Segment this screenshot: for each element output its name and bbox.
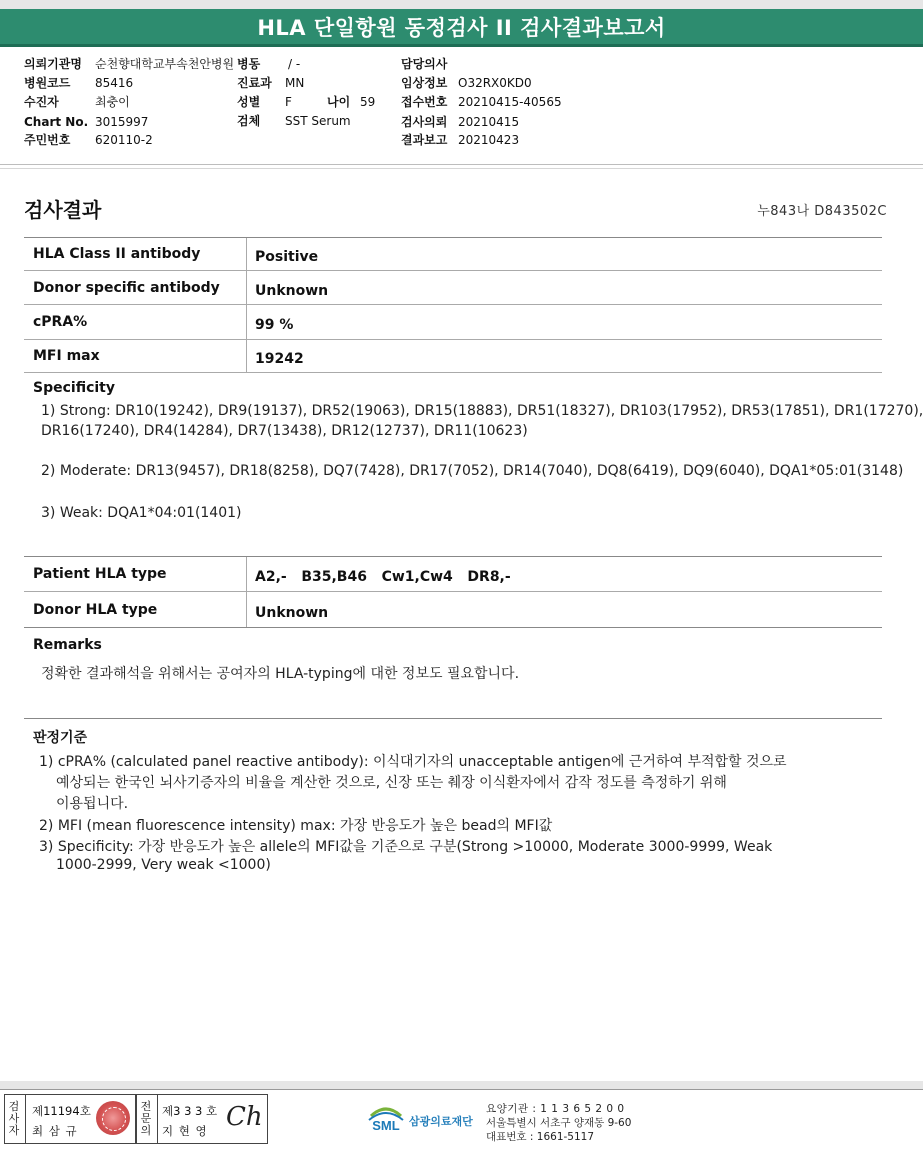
criteria-line: 이용됩니다. <box>56 796 129 812</box>
report-date-label: 결과보고 <box>401 133 448 147</box>
row-label: cPRA% <box>24 305 247 339</box>
row-value: Positive <box>255 249 319 265</box>
results-section-title: 검사결과 <box>24 198 102 222</box>
row-value: 99 % <box>255 317 294 333</box>
ward-label: 병동 <box>237 57 261 71</box>
id-no-label: 주민번호 <box>24 133 71 147</box>
row-label: Patient HLA type <box>24 557 247 591</box>
report-title: HLA 단일항원 동정검사 II 검사결과보고서 <box>257 15 666 40</box>
criteria-line: 1000-2999, Very weak <1000) <box>56 857 271 873</box>
header-divider-2 <box>0 168 923 169</box>
ward-value: / - <box>288 57 301 71</box>
sml-logo-icon <box>367 1102 405 1132</box>
hla-table <box>24 556 882 628</box>
inspector-label: 검사자 <box>8 1100 20 1137</box>
sample-id: 누843나 D843502C <box>757 204 887 219</box>
lab-phone: 대표번호 : 1661-5117 <box>486 1131 595 1143</box>
request-date-value: 20210415 <box>458 115 520 129</box>
specialist-license: 제3 3 3 호 <box>162 1104 218 1118</box>
table-row <box>24 592 882 628</box>
request-date-label: 검사의뢰 <box>401 115 448 129</box>
table-row <box>24 238 882 271</box>
chart-no-label: Chart No. <box>24 115 89 129</box>
row-value: 19242 <box>255 351 304 367</box>
clinical-info-value: O32RX0KD0 <box>458 76 532 90</box>
doctor-label: 담당의사 <box>401 57 448 71</box>
row-label: MFI max <box>24 340 247 372</box>
specificity-line: 3) Weak: DQA1*04:01(1401) <box>41 505 242 521</box>
footer-divider <box>0 1089 923 1090</box>
id-no-value: 620110-2 <box>95 133 153 147</box>
institution-label: 의뢰기관명 <box>24 57 82 71</box>
stamp-divider <box>157 1095 158 1143</box>
specialist-label: 전문의 <box>140 1100 152 1137</box>
lab-name: 삼광의료재단 <box>409 1115 473 1128</box>
results-table <box>24 237 882 373</box>
patient-value: 최충이 <box>95 95 130 109</box>
lab-address: 서울특별시 서초구 양재동 9-60 <box>486 1117 632 1129</box>
row-value: A2,- B35,B46 Cw1,Cw4 DR8,- <box>255 569 511 585</box>
dept-label: 진료과 <box>237 76 272 90</box>
row-value: Unknown <box>255 282 329 299</box>
specimen-value: SST Serum <box>285 114 351 128</box>
age-label: 나이 <box>327 95 351 109</box>
table-row <box>24 340 882 373</box>
footer-strip <box>0 1081 923 1089</box>
receipt-no-label: 접수번호 <box>401 95 448 109</box>
remarks-text: 정확한 결과해석을 위해서는 공여자의 HLA-typing에 대한 정보도 필요합니다. <box>41 666 520 682</box>
table-row <box>24 305 882 340</box>
sex-value: F <box>285 95 292 109</box>
table-row <box>24 557 882 592</box>
row-value: Unknown <box>255 604 329 621</box>
top-strip <box>0 0 923 9</box>
lab-code: 요양기관 : 1 1 3 6 5 2 0 0 <box>486 1103 625 1115</box>
header-divider <box>0 164 923 165</box>
criteria-line: 2) MFI (mean fluorescence intensity) max: 가장 반응도가 높은 bead의 MFI값 <box>39 818 553 834</box>
signature: Ch <box>226 1102 263 1132</box>
report-title-bar <box>0 9 923 47</box>
age-value: 59 <box>360 95 376 109</box>
specimen-label: 검체 <box>237 114 261 128</box>
specificity-title: Specificity <box>33 380 115 396</box>
criteria-line: 예상되는 한국인 뇌사기증자의 비율을 계산한 것으로, 신장 또는 췌장 이식환자에서 감작 정도를 측정하기 위해 <box>56 775 727 791</box>
table-row <box>24 271 882 305</box>
row-label: Donor HLA type <box>24 592 247 627</box>
hospital-code-label: 병원코드 <box>24 76 71 90</box>
criteria-line: 1) cPRA% (calculated panel reactive antibody): 이식대기자의 unacceptable antigen에 근거하여 부적합할 것으로 <box>39 754 787 770</box>
institution-value: 순천향대학교부속천안병원 <box>95 57 235 71</box>
seal-stamp <box>96 1101 130 1135</box>
stamp-divider <box>25 1095 26 1143</box>
chart-no-value: 3015997 <box>95 115 149 129</box>
criteria-line: 3) Specificity: 가장 반응도가 높은 allele의 MFI값을 기준으로 구분(Strong >10000, Moderate 3000-9999, Weak <box>39 839 773 855</box>
dept-value: MN <box>285 76 305 90</box>
sml-logo-text: SML <box>372 1118 400 1132</box>
criteria-title: 판정기준 <box>33 730 88 746</box>
clinical-info-label: 임상정보 <box>401 76 448 90</box>
inspector-name: 최 삼 규 <box>32 1124 78 1138</box>
specificity-line: 2) Moderate: DR13(9457), DR18(8258), DQ7(7428), DR17(7052), DR14(7040), DQ8(6419), DQ9(6040), DQA1*05:01(3148) <box>41 463 904 479</box>
hospital-code-value: 85416 <box>95 76 134 90</box>
specialist-name: 지 현 영 <box>162 1124 208 1138</box>
row-label: Donor specific antibody <box>24 271 247 304</box>
inspector-license: 제11194호 <box>32 1104 91 1118</box>
receipt-no-value: 20210415-40565 <box>458 95 562 109</box>
specificity-line: DR16(17240), DR4(14284), DR7(13438), DR12(12737), DR11(10623) <box>41 423 528 439</box>
remarks-title: Remarks <box>33 637 102 653</box>
report-date-value: 20210423 <box>458 133 520 147</box>
sex-label: 성별 <box>237 95 261 109</box>
row-label: HLA Class II antibody <box>24 238 247 270</box>
criteria-divider <box>24 718 882 719</box>
patient-label: 수진자 <box>24 95 59 109</box>
specificity-line: 1) Strong: DR10(19242), DR9(19137), DR52(19063), DR15(18883), DR51(18327), DR103(17952), DR53(17851), DR1(17270), <box>41 403 923 419</box>
